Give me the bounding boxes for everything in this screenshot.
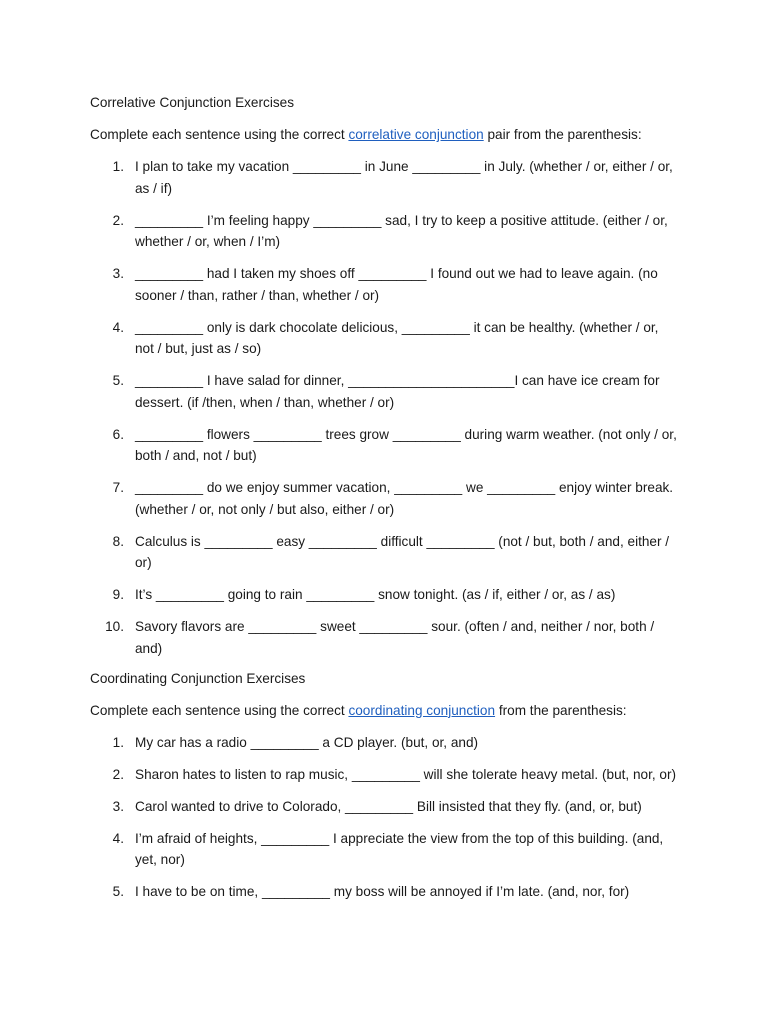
item-number: 7. bbox=[112, 480, 124, 495]
link-coordinating-conjunction[interactable]: coordinating conjunction bbox=[348, 702, 496, 718]
item-text: Savory flavors are _________ sweet _________ sour. (often / and, neither / nor, both / and) bbox=[135, 619, 655, 656]
item-text: Sharon hates to listen to rap music, _________ will she tolerate heavy metal. (but, nor, or) bbox=[135, 766, 677, 782]
list-item bbox=[90, 881, 680, 903]
item-number: 9. bbox=[112, 587, 124, 602]
item-number: 1. bbox=[112, 159, 124, 174]
section-intro-correlative bbox=[90, 126, 688, 144]
section-heading-coordinating: Coordinating Conjunction Exercises bbox=[90, 670, 306, 686]
section-heading-correlative: Correlative Conjunction Exercises bbox=[90, 95, 294, 110]
item-number: 4. bbox=[112, 830, 124, 846]
link-correlative-conjunction[interactable]: correlative conjunction bbox=[348, 127, 484, 142]
item-text: _________ do we enjoy summer vacation, _________ we _________ enjoy winter break. (whether / or, not only / but also, either / or) bbox=[135, 480, 674, 517]
item-number: 5. bbox=[112, 373, 124, 388]
item-text: My car has a radio _________ a CD player. (but, or, and) bbox=[135, 734, 479, 750]
list-item bbox=[90, 584, 680, 606]
item-number: 8. bbox=[112, 533, 124, 549]
list-item bbox=[90, 477, 680, 520]
coordinating-exercise-list bbox=[90, 732, 688, 903]
item-number: 2. bbox=[112, 212, 124, 228]
item-number: 3. bbox=[112, 266, 124, 281]
intro-text-before: Complete each sentence using the correct bbox=[90, 127, 349, 142]
correlative-exercise-list bbox=[90, 156, 688, 659]
item-text: _________ I have salad for dinner, ______________________I can have ice cream for dessert. (if /then, when / than, whether / or) bbox=[135, 373, 660, 410]
intro-text-before: Complete each sentence using the correct bbox=[90, 702, 349, 718]
item-number: 3. bbox=[112, 798, 124, 814]
list-item bbox=[90, 156, 680, 199]
list-item bbox=[90, 616, 680, 659]
intro-text-after: pair from the parenthesis: bbox=[483, 127, 642, 142]
section-intro-coordinating bbox=[90, 702, 688, 720]
item-text: I have to be on time, _________ my boss will be annoyed if I’m late. (and, nor, for) bbox=[135, 884, 630, 899]
coordinating-section bbox=[90, 670, 688, 903]
intro-text-after: from the parenthesis: bbox=[495, 702, 627, 718]
item-number: 10. bbox=[105, 619, 124, 634]
list-item bbox=[90, 424, 680, 467]
list-item bbox=[90, 764, 680, 786]
item-text: _________ had I taken my shoes off _________ I found out we had to leave again. (no sooner / than, rather / than, whether / or) bbox=[135, 266, 658, 303]
item-number: 6. bbox=[112, 426, 124, 442]
list-item bbox=[90, 828, 680, 871]
item-text: Calculus is _________ easy _________ difficult _________ (not / but, both / and, either / or) bbox=[135, 533, 670, 570]
item-number: 2. bbox=[112, 766, 124, 782]
list-item bbox=[90, 796, 680, 818]
list-item bbox=[90, 370, 680, 413]
list-item bbox=[90, 263, 680, 306]
item-number: 4. bbox=[112, 319, 124, 335]
list-item bbox=[90, 531, 680, 574]
item-text: _________ I’m feeling happy _________ sad, I try to keep a positive attitude. (either / or, whether / or, when / I’m) bbox=[135, 212, 668, 249]
item-text: I’m afraid of heights, _________ I appreciate the view from the top of this building. (and, yet, nor) bbox=[135, 830, 664, 867]
item-text: _________ only is dark chocolate delicious, _________ it can be healthy. (whether / or, not / but, just as / so) bbox=[135, 319, 659, 356]
item-text: It’s _________ going to rain _________ snow tonight. (as / if, either / or, as / as) bbox=[135, 587, 616, 602]
item-text: _________ flowers _________ trees grow _________ during warm weather. (not only / or, both / and, not / but) bbox=[135, 426, 677, 463]
item-number: 1. bbox=[112, 734, 124, 750]
item-number: 5. bbox=[112, 884, 124, 899]
list-item bbox=[90, 210, 680, 253]
list-item bbox=[90, 317, 680, 360]
item-text: I plan to take my vacation _________ in June _________ in July. (whether / or, either / or, as / if) bbox=[135, 159, 673, 196]
item-text: Carol wanted to drive to Colorado, _________ Bill insisted that they fly. (and, or, but) bbox=[135, 798, 642, 814]
list-item bbox=[90, 732, 680, 754]
